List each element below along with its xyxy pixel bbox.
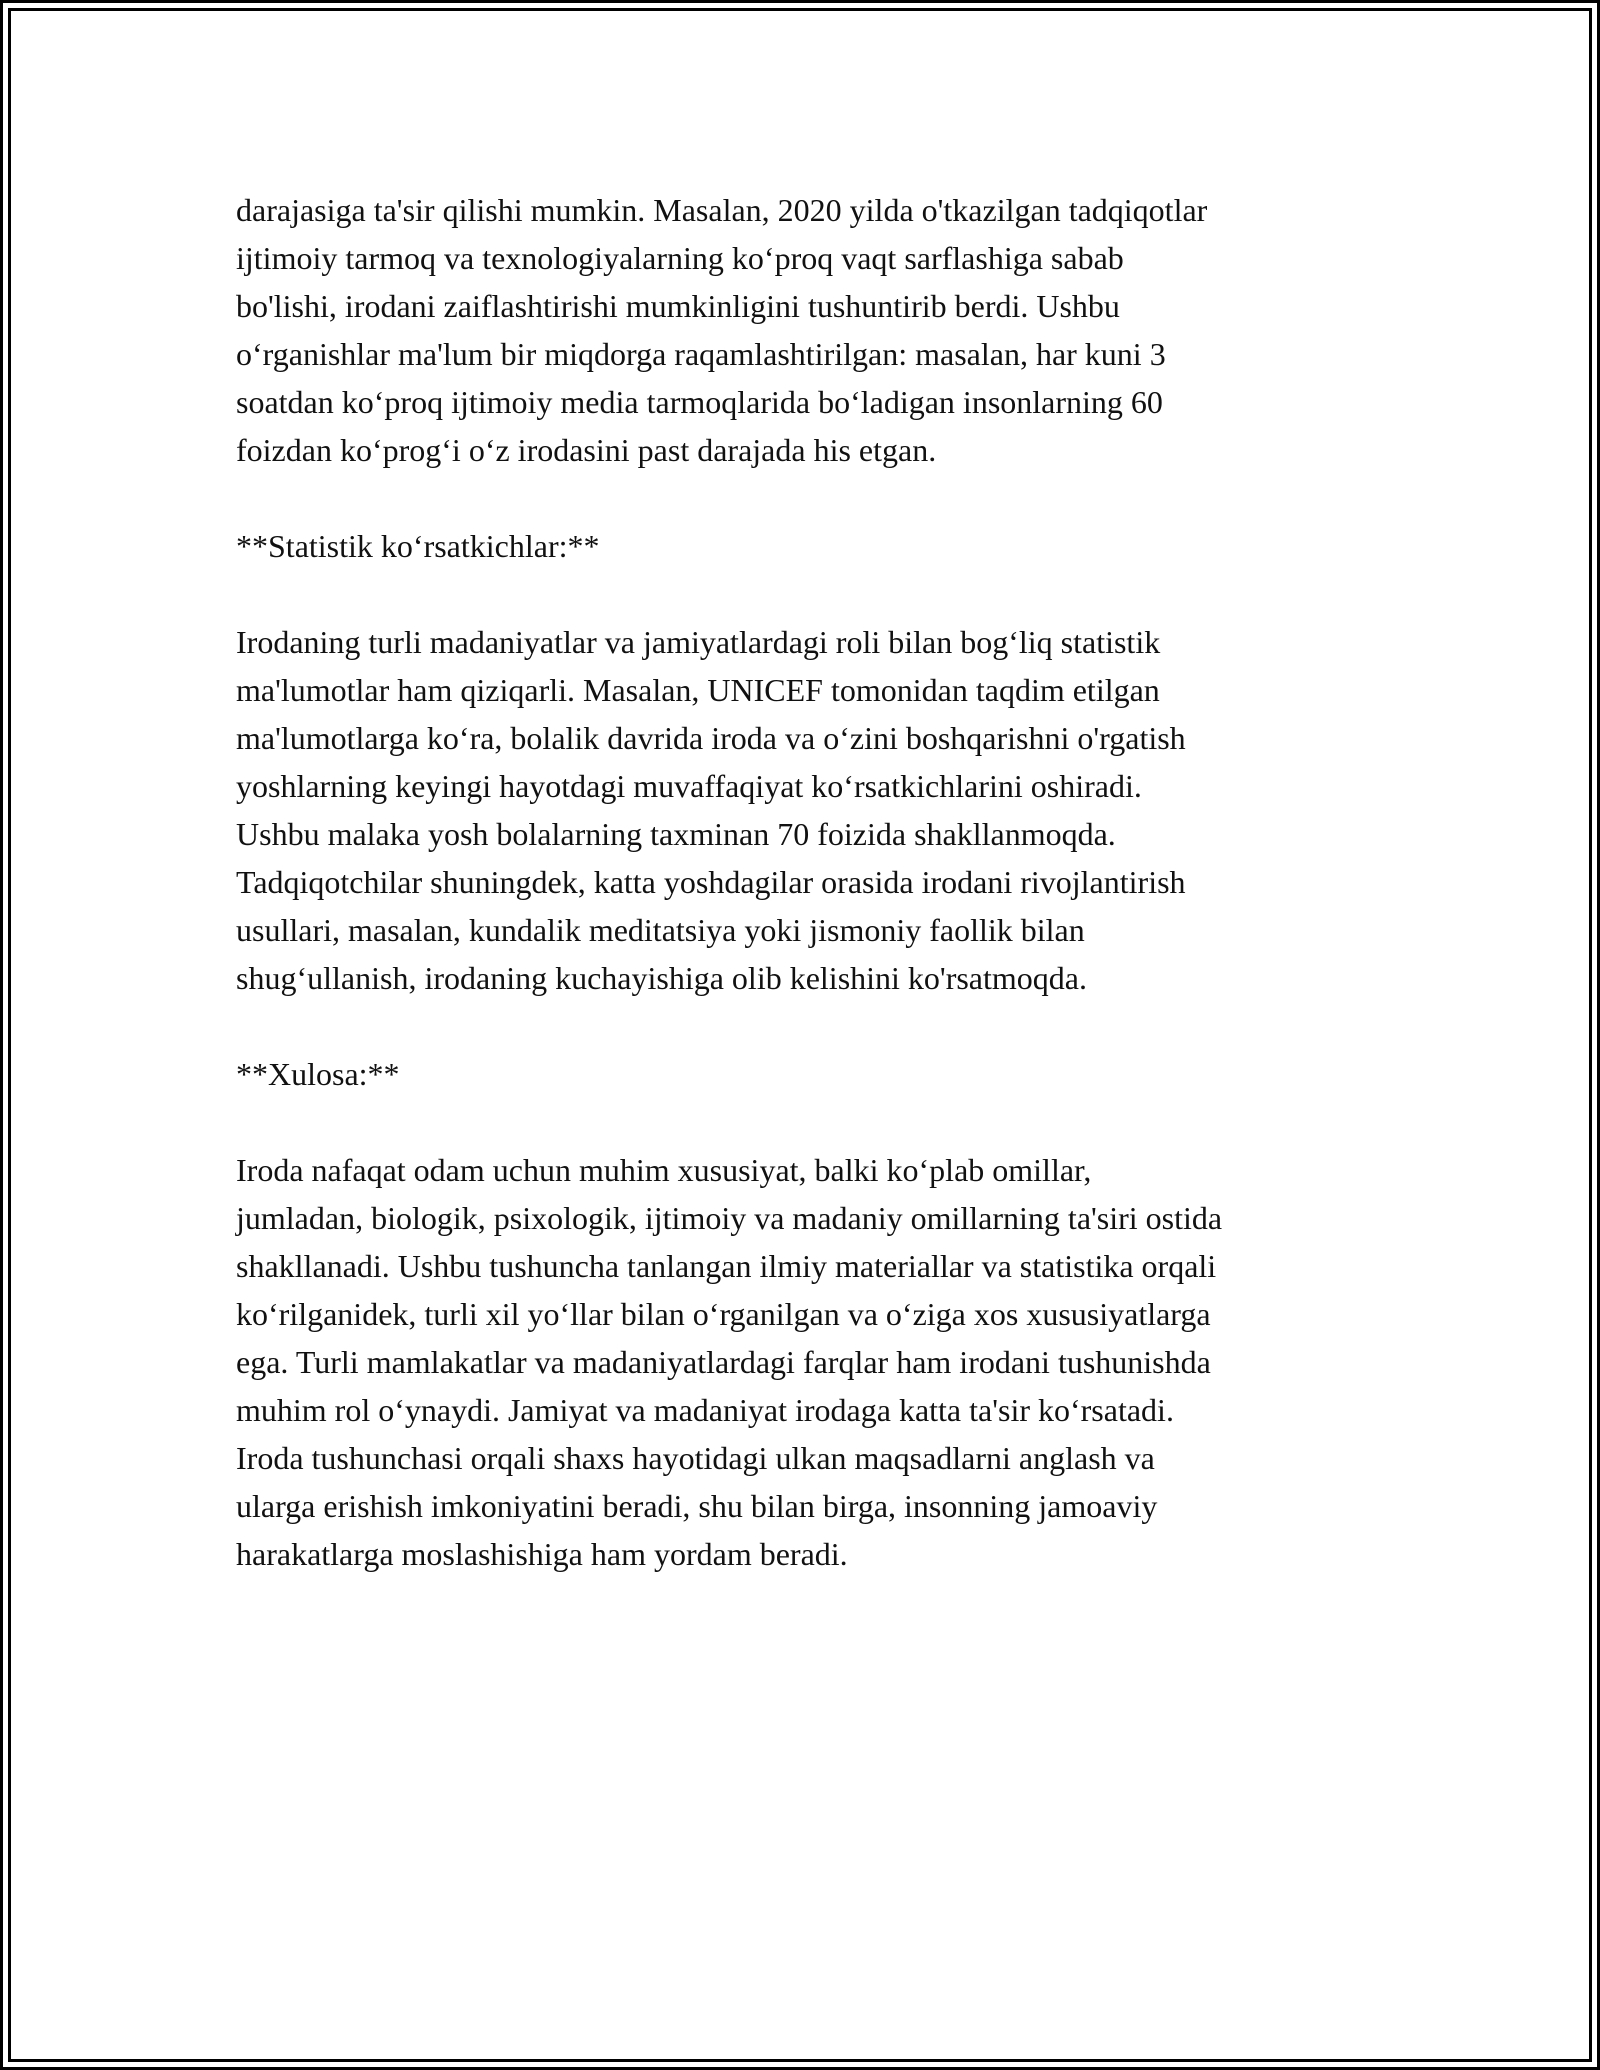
paragraph-intro-continuation: darajasiga ta'sir qilishi mumkin. Masalan, 2020 yilda o'tkazilgan tadqiqotlar ijtimoiy tarmoq va texnologiyalarning ko‘proq vaqt sarflashiga sabab bo'lishi, irodani zaiflashtirishi mumkinligini tushuntirib berdi. Ushbu o‘rganishlar ma'lum bir miqdorga raqamlashtirilgan: masalan, har kuni 3 soatdan ko‘proq ijtimoiy media tarmoqlarida bo‘ladigan insonlarning 60 foizdan ko‘prog‘i o‘z irodasini past darajada his etgan. — [236, 192, 1208, 468]
document-body — [236, 186, 1386, 1626]
paragraph-statistics: Irodaning turli madaniyatlar va jamiyatlardagi roli bilan bog‘liq statistik ma'lumotlar ham qiziqarli. Masalan, UNICEF tomonidan taqdim etilgan ma'lumotlarga ko‘ra, bolalik davrida iroda va o‘zini boshqarishni o'rgatish yoshlarning keyingi hayotdagi muvaffaqiyat ko‘rsatkichlarini oshiradi. Ushbu malaka yosh bolalarning taxminan 70 foizida shakllanmoqda. Tadqiqotchilar shuningdek, katta yoshdagilar orasida irodani rivojlantirish usullari, masalan, kundalik meditatsiya yoki jismoniy faollik bilan shug‘ullanish, irodaning kuchayishiga olib kelishini ko'rsatmoqda. — [236, 624, 1186, 996]
section-heading-conclusion: **Xulosa:** — [236, 1056, 400, 1092]
paragraph-conclusion: Iroda nafaqat odam uchun muhim xususiyat, balki ko‘plab omillar, jumladan, biologik, psixologik, ijtimoiy va madaniy omillarning ta'siri ostida shakllanadi. Ushbu tushuncha tanlangan ilmiy materiallar va statistika orqali ko‘rilganidek, turli xil yo‘llar bilan o‘rganilgan va o‘ziga xos xususiyatlarga ega. Turli mamlakatlar va madaniyatlardagi farqlar ham irodani tushunishda muhim rol o‘ynaydi. Jamiyat va madaniyat irodaga katta ta'sir ko‘rsatadi. Iroda tushunchasi orqali shaxs hayotidagi ulkan maqsadlarni anglash va ularga erishish imkoniyatini beradi, shu bilan birga, insonning jamoaviy harakatlarga moslashishiga ham yordam beradi. — [236, 1152, 1223, 1572]
section-heading-statistics: **Statistik ko‘rsatkichlar:** — [236, 528, 600, 564]
